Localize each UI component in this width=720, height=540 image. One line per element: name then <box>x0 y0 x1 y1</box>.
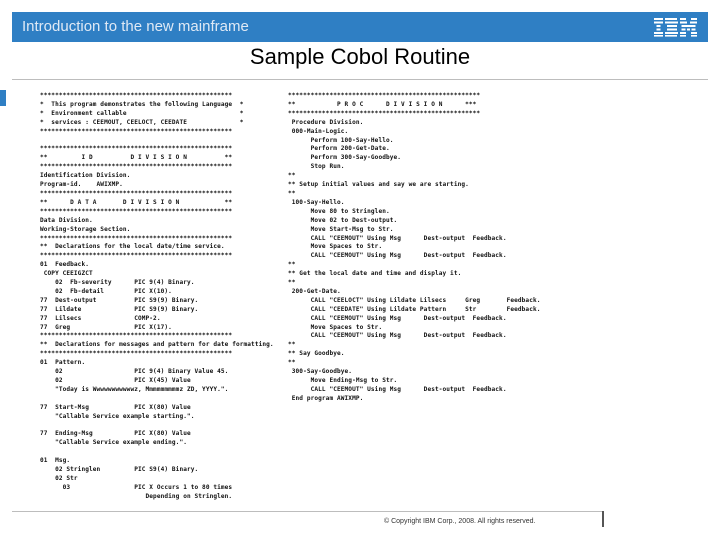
course-title: Introduction to the new mainframe <box>22 18 249 35</box>
title-divider <box>12 79 708 80</box>
footer-divider <box>12 511 602 512</box>
slide-title: Sample Cobol Routine <box>249 44 471 69</box>
footer-tick <box>602 511 604 527</box>
copyright-notice: © Copyright IBM Corp., 2008. All rights reserved. <box>384 518 536 525</box>
slide-header-bar <box>12 12 708 42</box>
cobol-code-left-panel: *************************************************** * This program demonstrates the following Language * * Environment callable * * services : CEEMOUT, CEELOCT, CEEDATE * *************************************************** *************************************************** ** I D D I V I S I O N ** *************************************************** Identification Division. Program-id. AWIXMP. *************************************************** ** D A T A D I V I S I O N ** *************************************************** Data Division. Working-Storage Section. *************************************************** ** Declarations for the local date/time service. *************************************************** 01 Feedback. COPY CEEIGZCT 02 Fb-severity PIC 9(4) Binary. 02 Fb-detail PIC X(10). 77 Dest-output PIC S9(9) Binary. 77 Lildate PIC S9(9) Binary. 77 Lilsecs COMP-2. 77 Greg PIC X(17). *************************************************** ** Declarations for messages and pattern for date formatting. *************************************************** 01 Pattern. 02 PIC 9(4) Binary Value 45. 02 PIC X(45) Value "Today is Wwwwwwwwwwwz, Mmmmmmmmmz ZD, YYYY.". 77 Start-Msg PIC X(80) Value "Callable Service example starting.". 77 Ending-Msg PIC X(80) Value "Callable Service example ending.". 01 Msg. 02 Stringlen PIC S9(4) Binary. 02 Str 03 PIC X Occurs 1 to 80 times Depending on Stringlen. <box>40 92 274 500</box>
cobol-code-right-panel: *************************************************** ** P R O C D I V I S I O N *** *************************************************** Procedure Division. 000-Main-Logic. Perform 100-Say-Hello. Perform 200-Get-Date. Perform 300-Say-Goodbye. Stop Run. ** ** Setup initial values and say we are starting. ** 100-Say-Hello. Move 80 to Stringlen. Move 02 to Dest-output. Move Start-Msg to Str. CALL "CEEMOUT" Using Msg Dest-output Feedback. Move Spaces to Str. CALL "CEEMOUT" Using Msg Dest-output Feedback. ** ** Get the local date and time and display it. ** 200-Get-Date. CALL "CEELOCT" Using Lildate Lilsecs Greg Feedback. CALL "CEEDATE" Using Lildate Pattern Str Feedback. CALL "CEEMOUT" Using Msg Dest-output Feedback. Move Spaces to Str. CALL "CEEMOUT" Using Msg Dest-output Feedback. ** ** Say Goodbye. ** 300-Say-Goodbye. Move Ending-Msg to Str. CALL "CEEMOUT" Using Msg Dest-output Feedback. End program AWIXMP. <box>288 92 541 402</box>
ibm-logo-icon <box>654 17 698 37</box>
ibm-logo <box>654 17 698 37</box>
slide-marker <box>0 90 6 106</box>
